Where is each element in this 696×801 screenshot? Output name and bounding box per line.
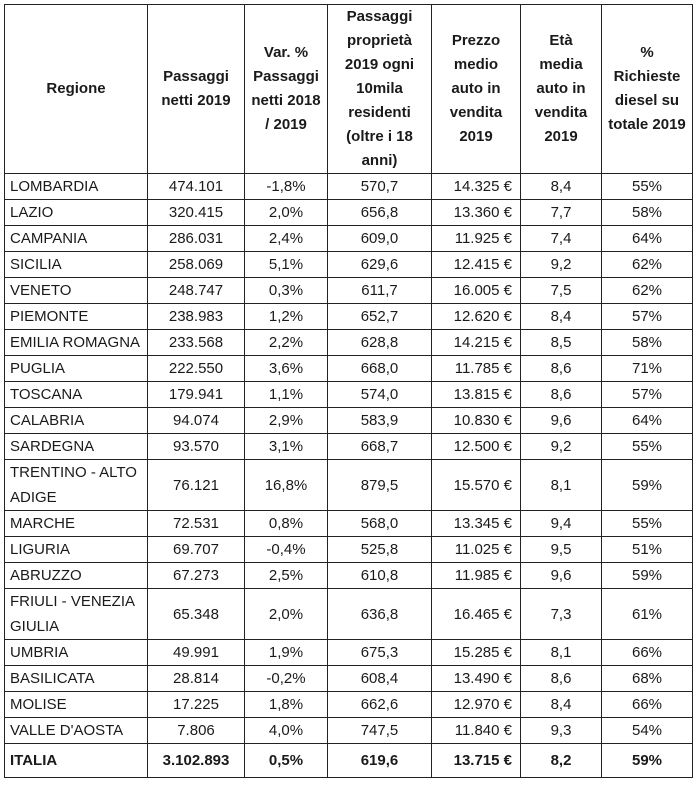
cell-var-percent: 2,9% (245, 408, 328, 434)
cell-eta-media: 8,5 (521, 330, 602, 356)
cell-prezzo-medio: 16.005 € (432, 278, 521, 304)
table-row (5, 304, 693, 330)
cell-var-percent: 1,9% (245, 640, 328, 666)
cell-eta-media: 8,6 (521, 382, 602, 408)
cell-richieste-diesel: 51% (602, 537, 693, 563)
table-row (5, 356, 693, 382)
table-row (5, 252, 693, 278)
cell-eta-media: 8,4 (521, 174, 602, 200)
cell-passaggi-netti: 93.570 (148, 434, 245, 460)
cell-region: VALLE D'AOSTA (5, 718, 148, 744)
header-row (5, 5, 693, 174)
table-row (5, 434, 693, 460)
cell-region: MARCHE (5, 511, 148, 537)
cell-var-percent: 2,4% (245, 226, 328, 252)
cell-prezzo-medio: 11.925 € (432, 226, 521, 252)
regional-car-table (4, 4, 693, 778)
cell-passaggi-netti: 3.102.893 (148, 744, 245, 778)
header-richieste-diesel: % Richieste diesel su totale 2019 (602, 5, 693, 174)
cell-prezzo-medio: 13.360 € (432, 200, 521, 226)
table-row (5, 692, 693, 718)
cell-passaggi-residenti: 619,6 (328, 744, 432, 778)
cell-passaggi-residenti: 879,5 (328, 460, 432, 511)
cell-var-percent: -1,8% (245, 174, 328, 200)
cell-passaggi-netti: 28.814 (148, 666, 245, 692)
cell-passaggi-residenti: 629,6 (328, 252, 432, 278)
table-row (5, 174, 693, 200)
cell-var-percent: 3,1% (245, 434, 328, 460)
cell-passaggi-residenti: 583,9 (328, 408, 432, 434)
cell-var-percent: 1,2% (245, 304, 328, 330)
cell-passaggi-netti: 238.983 (148, 304, 245, 330)
cell-passaggi-residenti: 610,8 (328, 563, 432, 589)
cell-passaggi-netti: 17.225 (148, 692, 245, 718)
table-row (5, 718, 693, 744)
cell-prezzo-medio: 10.830 € (432, 408, 521, 434)
cell-prezzo-medio: 14.215 € (432, 330, 521, 356)
cell-region: LOMBARDIA (5, 174, 148, 200)
cell-prezzo-medio: 15.570 € (432, 460, 521, 511)
cell-richieste-diesel: 61% (602, 589, 693, 640)
cell-eta-media: 8,1 (521, 640, 602, 666)
cell-richieste-diesel: 62% (602, 278, 693, 304)
cell-region: TRENTINO - ALTO ADIGE (5, 460, 148, 511)
cell-eta-media: 8,6 (521, 666, 602, 692)
cell-prezzo-medio: 11.785 € (432, 356, 521, 382)
cell-passaggi-netti: 7.806 (148, 718, 245, 744)
total-row (5, 744, 693, 778)
cell-passaggi-residenti: 574,0 (328, 382, 432, 408)
cell-var-percent: 0,8% (245, 511, 328, 537)
cell-eta-media: 9,3 (521, 718, 602, 744)
cell-passaggi-residenti: 608,4 (328, 666, 432, 692)
cell-richieste-diesel: 59% (602, 563, 693, 589)
cell-richieste-diesel: 68% (602, 666, 693, 692)
table-row (5, 382, 693, 408)
cell-passaggi-residenti: 628,8 (328, 330, 432, 356)
cell-eta-media: 7,4 (521, 226, 602, 252)
cell-eta-media: 8,4 (521, 304, 602, 330)
cell-passaggi-netti: 65.348 (148, 589, 245, 640)
cell-passaggi-netti: 248.747 (148, 278, 245, 304)
cell-passaggi-netti: 474.101 (148, 174, 245, 200)
table-row (5, 278, 693, 304)
cell-var-percent: 2,0% (245, 589, 328, 640)
cell-passaggi-netti: 94.074 (148, 408, 245, 434)
cell-richieste-diesel: 66% (602, 692, 693, 718)
cell-prezzo-medio: 11.840 € (432, 718, 521, 744)
cell-prezzo-medio: 15.285 € (432, 640, 521, 666)
cell-passaggi-netti: 320.415 (148, 200, 245, 226)
cell-eta-media: 7,3 (521, 589, 602, 640)
cell-richieste-diesel: 62% (602, 252, 693, 278)
cell-region: UMBRIA (5, 640, 148, 666)
cell-region: PUGLIA (5, 356, 148, 382)
cell-eta-media: 9,4 (521, 511, 602, 537)
cell-region: SICILIA (5, 252, 148, 278)
cell-region: PIEMONTE (5, 304, 148, 330)
table-row (5, 408, 693, 434)
cell-passaggi-residenti: 675,3 (328, 640, 432, 666)
cell-richieste-diesel: 64% (602, 408, 693, 434)
table-row (5, 200, 693, 226)
cell-region: EMILIA ROMAGNA (5, 330, 148, 356)
cell-var-percent: 5,1% (245, 252, 328, 278)
cell-var-percent: 16,8% (245, 460, 328, 511)
cell-var-percent: 1,1% (245, 382, 328, 408)
cell-passaggi-residenti: 668,7 (328, 434, 432, 460)
cell-passaggi-residenti: 570,7 (328, 174, 432, 200)
cell-var-percent: 2,2% (245, 330, 328, 356)
cell-passaggi-netti: 286.031 (148, 226, 245, 252)
cell-richieste-diesel: 55% (602, 511, 693, 537)
cell-eta-media: 8,6 (521, 356, 602, 382)
cell-passaggi-netti: 49.991 (148, 640, 245, 666)
cell-richieste-diesel: 59% (602, 744, 693, 778)
header-passaggi-residenti: Passaggi proprietà 2019 ogni 10mila residenti (oltre i 18 anni) (328, 5, 432, 174)
cell-richieste-diesel: 66% (602, 640, 693, 666)
cell-richieste-diesel: 57% (602, 304, 693, 330)
cell-region: BASILICATA (5, 666, 148, 692)
cell-passaggi-residenti: 747,5 (328, 718, 432, 744)
cell-region: FRIULI - VENEZIA GIULIA (5, 589, 148, 640)
header-eta-media: Età media auto in vendita 2019 (521, 5, 602, 174)
cell-var-percent: 3,6% (245, 356, 328, 382)
cell-eta-media: 8,2 (521, 744, 602, 778)
table-row (5, 511, 693, 537)
cell-eta-media: 9,6 (521, 563, 602, 589)
table-row (5, 460, 693, 511)
cell-passaggi-residenti: 668,0 (328, 356, 432, 382)
cell-region: LIGURIA (5, 537, 148, 563)
cell-region: CALABRIA (5, 408, 148, 434)
cell-var-percent: -0,2% (245, 666, 328, 692)
cell-eta-media: 8,1 (521, 460, 602, 511)
table-row (5, 640, 693, 666)
cell-richieste-diesel: 58% (602, 200, 693, 226)
cell-region: CAMPANIA (5, 226, 148, 252)
cell-prezzo-medio: 16.465 € (432, 589, 521, 640)
cell-eta-media: 9,2 (521, 434, 602, 460)
cell-passaggi-residenti: 525,8 (328, 537, 432, 563)
cell-passaggi-residenti: 568,0 (328, 511, 432, 537)
cell-richieste-diesel: 57% (602, 382, 693, 408)
header-prezzo-medio: Prezzo medio auto in vendita 2019 (432, 5, 521, 174)
cell-eta-media: 9,6 (521, 408, 602, 434)
cell-var-percent: 2,5% (245, 563, 328, 589)
cell-prezzo-medio: 11.985 € (432, 563, 521, 589)
cell-passaggi-netti: 69.707 (148, 537, 245, 563)
cell-richieste-diesel: 71% (602, 356, 693, 382)
cell-region: ITALIA (5, 744, 148, 778)
cell-passaggi-netti: 72.531 (148, 511, 245, 537)
cell-passaggi-netti: 233.568 (148, 330, 245, 356)
cell-passaggi-netti: 76.121 (148, 460, 245, 511)
cell-region: SARDEGNA (5, 434, 148, 460)
cell-eta-media: 7,7 (521, 200, 602, 226)
cell-richieste-diesel: 55% (602, 174, 693, 200)
cell-region: ABRUZZO (5, 563, 148, 589)
cell-prezzo-medio: 12.500 € (432, 434, 521, 460)
cell-var-percent: 0,3% (245, 278, 328, 304)
table-row (5, 563, 693, 589)
cell-prezzo-medio: 11.025 € (432, 537, 521, 563)
cell-eta-media: 9,2 (521, 252, 602, 278)
cell-prezzo-medio: 13.345 € (432, 511, 521, 537)
cell-passaggi-residenti: 611,7 (328, 278, 432, 304)
cell-var-percent: 4,0% (245, 718, 328, 744)
cell-region: LAZIO (5, 200, 148, 226)
cell-var-percent: 1,8% (245, 692, 328, 718)
cell-region: MOLISE (5, 692, 148, 718)
cell-richieste-diesel: 55% (602, 434, 693, 460)
cell-passaggi-netti: 67.273 (148, 563, 245, 589)
cell-eta-media: 8,4 (521, 692, 602, 718)
cell-prezzo-medio: 12.970 € (432, 692, 521, 718)
cell-prezzo-medio: 13.490 € (432, 666, 521, 692)
cell-var-percent: 2,0% (245, 200, 328, 226)
header-regione: Regione (5, 5, 148, 174)
cell-eta-media: 9,5 (521, 537, 602, 563)
cell-var-percent: -0,4% (245, 537, 328, 563)
cell-region: VENETO (5, 278, 148, 304)
table-row (5, 226, 693, 252)
header-passaggi-netti: Passaggi netti 2019 (148, 5, 245, 174)
cell-passaggi-residenti: 652,7 (328, 304, 432, 330)
cell-passaggi-netti: 258.069 (148, 252, 245, 278)
table-row (5, 537, 693, 563)
table-row (5, 666, 693, 692)
cell-passaggi-residenti: 636,8 (328, 589, 432, 640)
cell-passaggi-netti: 179.941 (148, 382, 245, 408)
cell-prezzo-medio: 13.815 € (432, 382, 521, 408)
cell-prezzo-medio: 12.620 € (432, 304, 521, 330)
cell-region: TOSCANA (5, 382, 148, 408)
cell-richieste-diesel: 58% (602, 330, 693, 356)
cell-passaggi-residenti: 662,6 (328, 692, 432, 718)
cell-passaggi-netti: 222.550 (148, 356, 245, 382)
table-row (5, 589, 693, 640)
cell-richieste-diesel: 59% (602, 460, 693, 511)
header-var-percent: Var. % Passaggi netti 2018 / 2019 (245, 5, 328, 174)
cell-passaggi-residenti: 609,0 (328, 226, 432, 252)
cell-eta-media: 7,5 (521, 278, 602, 304)
cell-prezzo-medio: 12.415 € (432, 252, 521, 278)
cell-prezzo-medio: 14.325 € (432, 174, 521, 200)
cell-var-percent: 0,5% (245, 744, 328, 778)
cell-passaggi-residenti: 656,8 (328, 200, 432, 226)
cell-richieste-diesel: 54% (602, 718, 693, 744)
cell-prezzo-medio: 13.715 € (432, 744, 521, 778)
table-row (5, 330, 693, 356)
cell-richieste-diesel: 64% (602, 226, 693, 252)
